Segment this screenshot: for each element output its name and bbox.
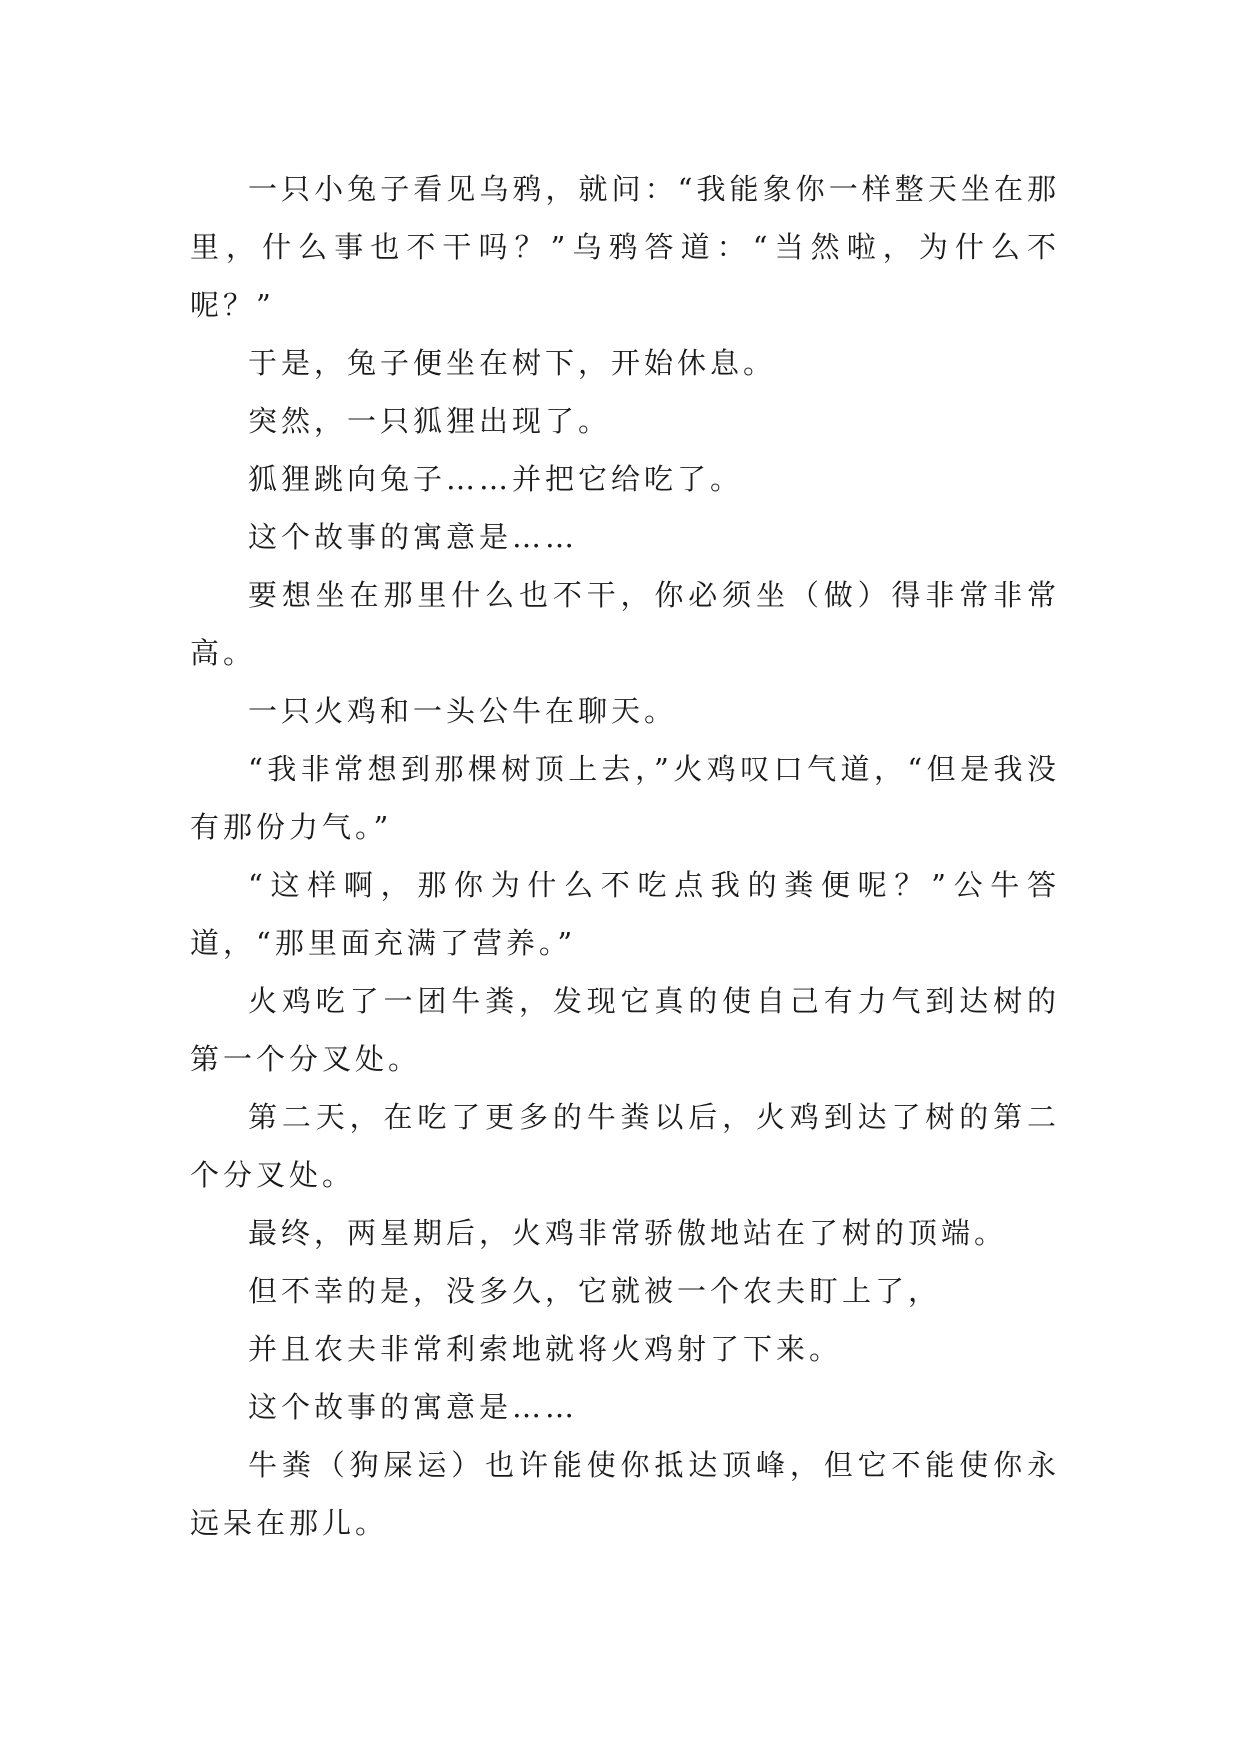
- paragraph: 突然，一只狐狸出现了。: [248, 404, 612, 438]
- paragraph: 最终，两星期后，火鸡非常骄傲地站在了树的顶端。: [248, 1216, 1008, 1250]
- paragraph: 这个故事的寓意是……: [248, 1390, 579, 1424]
- paragraph: 牛粪（狗屎运）也许能使你抵达顶峰，但它不能使你永远呆在那儿。: [190, 1448, 1060, 1540]
- paragraph: 一只小兔子看见乌鸦，就问：“我能象你一样整天坐在那里，什么事也不干吗？”乌鸦答道：“当然啦，为什么不呢？”: [190, 172, 1060, 322]
- paragraph: 这个故事的寓意是……: [248, 520, 579, 554]
- paragraph: 要想坐在那里什么也不干，你必须坐（做）得非常非常高。: [190, 578, 1060, 670]
- paragraph: 并且农夫非常利索地就将火鸡射了下来。: [248, 1332, 843, 1366]
- paragraph: 于是，兔子便坐在树下，开始休息。: [248, 346, 777, 380]
- paragraph: 火鸡吃了一团牛粪，发现它真的使自己有力气到达树的第一个分叉处。: [190, 984, 1060, 1076]
- paragraph: 第二天，在吃了更多的牛粪以后，火鸡到达了树的第二个分叉处。: [190, 1100, 1060, 1192]
- paragraph: 但不幸的是，没多久，它就被一个农夫盯上了，: [248, 1274, 942, 1308]
- paragraph: 一只火鸡和一头公牛在聊天。: [248, 694, 678, 728]
- document-body: [190, 160, 1060, 1552]
- paragraph: “这样啊，那你为什么不吃点我的粪便呢？”公牛答道，“那里面充满了营养。”: [190, 868, 1060, 960]
- paragraph: “我非常想到那棵树顶上去，”火鸡叹口气道，“但是我没有那份力气。”: [190, 752, 1060, 844]
- paragraph: 狐狸跳向兔子……并把它给吃了。: [248, 462, 744, 496]
